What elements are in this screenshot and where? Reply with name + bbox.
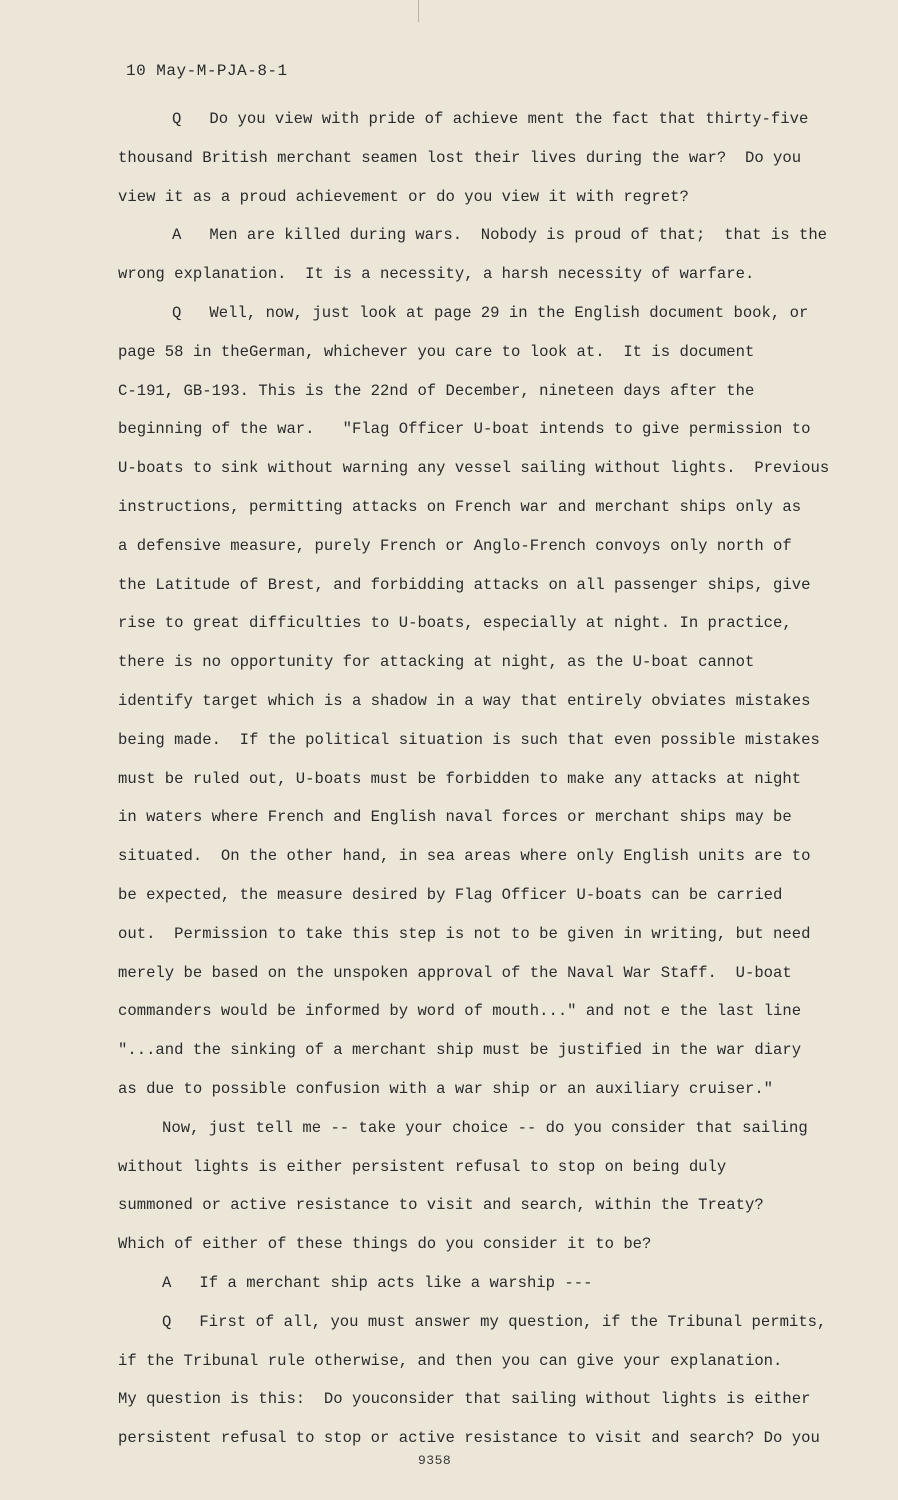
transcript-line: identify target which is a shadow in a way that entirely obviates mistakes [118,691,811,710]
transcript-line: situated. On the other hand, in sea areas where only English units are to [118,847,811,866]
transcript-line: thousand British merchant seamen lost their lives during the war? Do you [118,148,802,167]
transcript-line: "...and the sinking of a merchant ship must be justified in the war diary [118,1041,802,1060]
transcript-line: My question is this: Do youconsider that sailing without lights is either [118,1390,811,1409]
transcript-line: U-boats to sink without warning any vessel sailing without lights. Previous [118,459,830,478]
transcript-line: C-191, GB-193. This is the 22nd of December, nineteen days after the [118,381,755,400]
transcript-line: without lights is either persistent refusal to stop on being duly [118,1157,727,1176]
transcript-line: A Men are killed during wars. Nobody is proud of that; that is the [172,226,828,245]
transcript-line: wrong explanation. It is a necessity, a harsh necessity of warfare. [118,265,755,284]
page-number: 9358 [418,1453,452,1468]
transcript-line: being made. If the political situation is such that even possible mistakes [118,730,820,749]
transcript-line: as due to possible confusion with a war ship or an auxiliary cruiser." [118,1079,774,1098]
fold-mark [418,0,419,22]
transcript-line: beginning of the war. "Flag Officer U-boat intends to give permission to [118,420,811,439]
transcript-line: persistent refusal to stop or active resistance to visit and search? Do you [118,1429,820,1448]
transcript-line: must be ruled out, U-boats must be forbidden to make any attacks at night [118,769,802,788]
transcript-line: be expected, the measure desired by Flag Officer U-boats can be carried [118,885,783,904]
transcript-line: a defensive measure, purely French or Anglo-French convoys only north of [118,536,792,555]
transcript-line: view it as a proud achievement or do you view it with regret? [118,187,689,206]
transcript-line: there is no opportunity for attacking at night, as the U-boat cannot [118,653,755,672]
transcript-line: merely be based on the unspoken approval of the Naval War Staff. U-boat [118,963,792,982]
transcript-body [118,100,850,1458]
transcript-line: Now, just tell me -- take your choice -- do you consider that sailing [162,1118,808,1137]
transcript-line: the Latitude of Brest, and forbidding attacks on all passenger ships, give [118,575,811,594]
transcript-line: rise to great difficulties to U-boats, especially at night. In practice, [118,614,792,633]
page-header: 10 May-M-PJA-8-1 [126,62,288,80]
transcript-line: if the Tribunal rule otherwise, and then you can give your explanation. [118,1351,783,1370]
transcript-line: A If a merchant ship acts like a warship --- [162,1273,593,1292]
transcript-line: Which of either of these things do you consider it to be? [118,1235,652,1254]
transcript-line: page 58 in theGerman, whichever you care to look at. It is document [118,342,755,361]
transcript-line: instructions, permitting attacks on French war and merchant ships only as [118,497,802,516]
transcript-line: commanders would be informed by word of mouth..." and not e the last line [118,1002,802,1021]
transcript-line: Q Well, now, just look at page 29 in the English document book, or [172,303,809,322]
transcript-line: Q Do you view with pride of achieve ment the fact that thirty-five [172,110,809,128]
transcript-line: in waters where French and English naval forces or merchant ships may be [118,808,792,827]
transcript-line: summoned or active resistance to visit and search, within the Treaty? [118,1196,764,1215]
transcript-line: Q First of all, you must answer my question, if the Tribunal permits, [162,1312,827,1331]
transcript-line: out. Permission to take this step is not to be given in writing, but need [118,924,811,943]
